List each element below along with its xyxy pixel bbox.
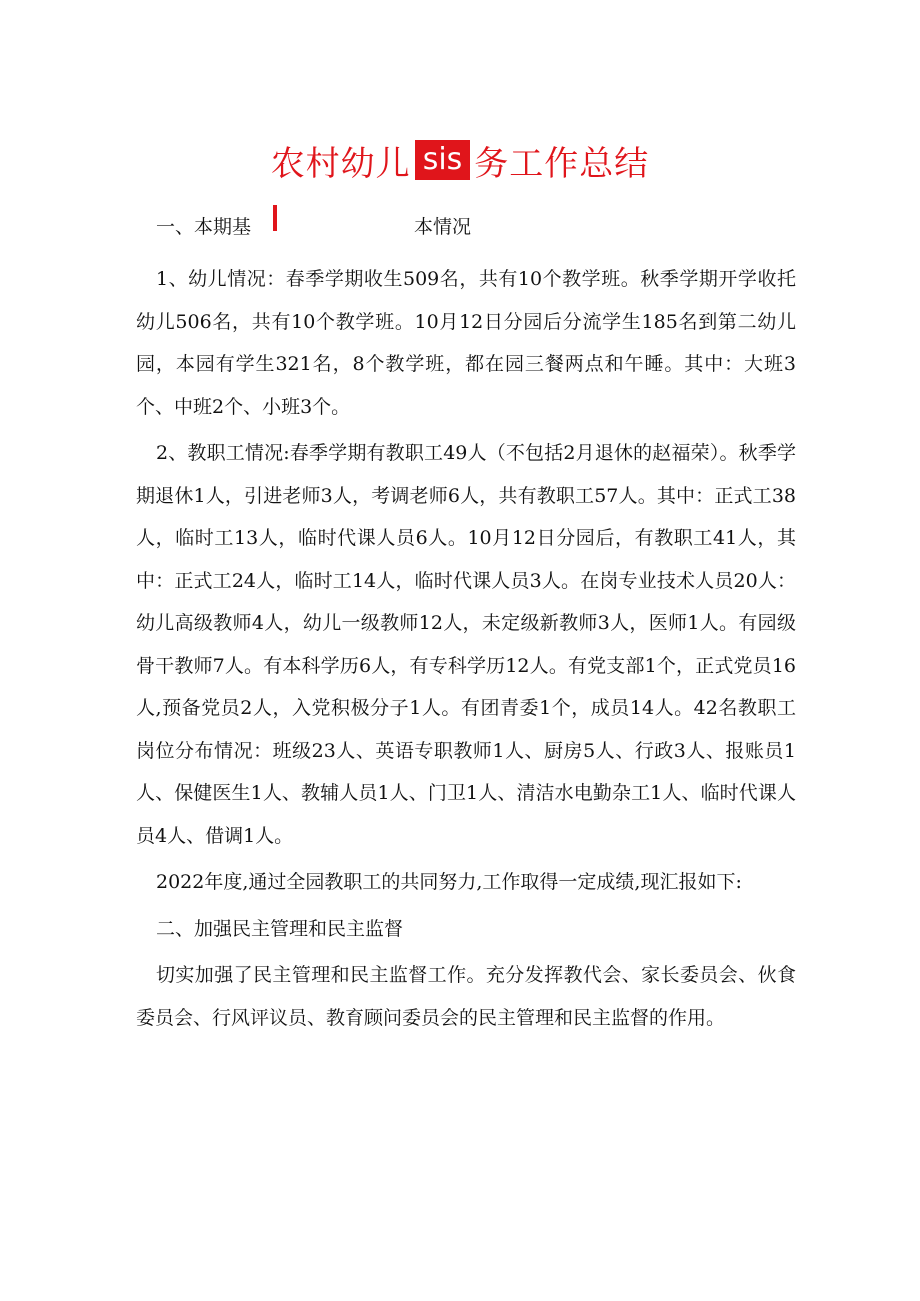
title-part-1: 农村幼儿 <box>270 144 411 184</box>
paragraph-democratic-management: 切实加强了民主管理和民主监督工作。充分发挥教代会、家长委员会、伙食委员会、行风评议员、教育顾问委员会的民主管理和民主监督的作用。 <box>136 964 796 1029</box>
section-1-heading-start: 一、本期基 <box>156 216 252 238</box>
document-title <box>0 140 920 188</box>
red-stamp-block: sis <box>415 140 471 180</box>
red-bar-mark <box>273 205 277 231</box>
section-1-heading-end: 本情况 <box>414 216 472 238</box>
section-2-heading: 二、加强民主管理和民主监督 <box>156 917 404 940</box>
paragraph-staff-status: 2、教职工情况:春季学期有教职工49人（不包括2月退休的赵福荣）。秋季学期退休1人，引进老师3人，考调老师6人，共有教职工57人。其中：正式工38人，临时工13人，临时代课人员6人。10月12日分园后，有教职工41人，其中：正式工24人，临时工14人，临时代课人员3人。在岗专业技术人员20人：幼儿高级教师4人，幼儿一级教师12人，未定级新教师3人，医师1人。有园级骨干教师7人。有本科学历6人，有专科学历12人。有党支部1个，正式党员16人,预备党员2人，入党积极分子1人。有团青委1个，成员14人。42名教职工岗位分布情况：班级23人、英语专职教师1人、厨房5人、行政3人、报账员1人、保健医生1人、教辅人员1人、门卫1人、清洁水电勤杂工1人、临时代课人员4人、借调1人。 <box>136 442 796 847</box>
paragraph-children-status: 1、幼儿情况：春季学期收生509名，共有10个教学班。秋季学期开学收托幼儿506名，共有10个教学班。10月12日分园后分流学生185名到第二幼儿园，本园有学生321名，8个教学班，都在园三餐两点和午睡。其中：大班3个、中班2个、小班3个。 <box>136 268 796 418</box>
document-body <box>136 258 796 1043</box>
paragraph-annual-summary: 2022年度,通过全园教职工的共同努力,工作取得一定成绩,现汇报如下: <box>156 871 742 893</box>
title-part-2: 务工作总结 <box>474 144 650 184</box>
